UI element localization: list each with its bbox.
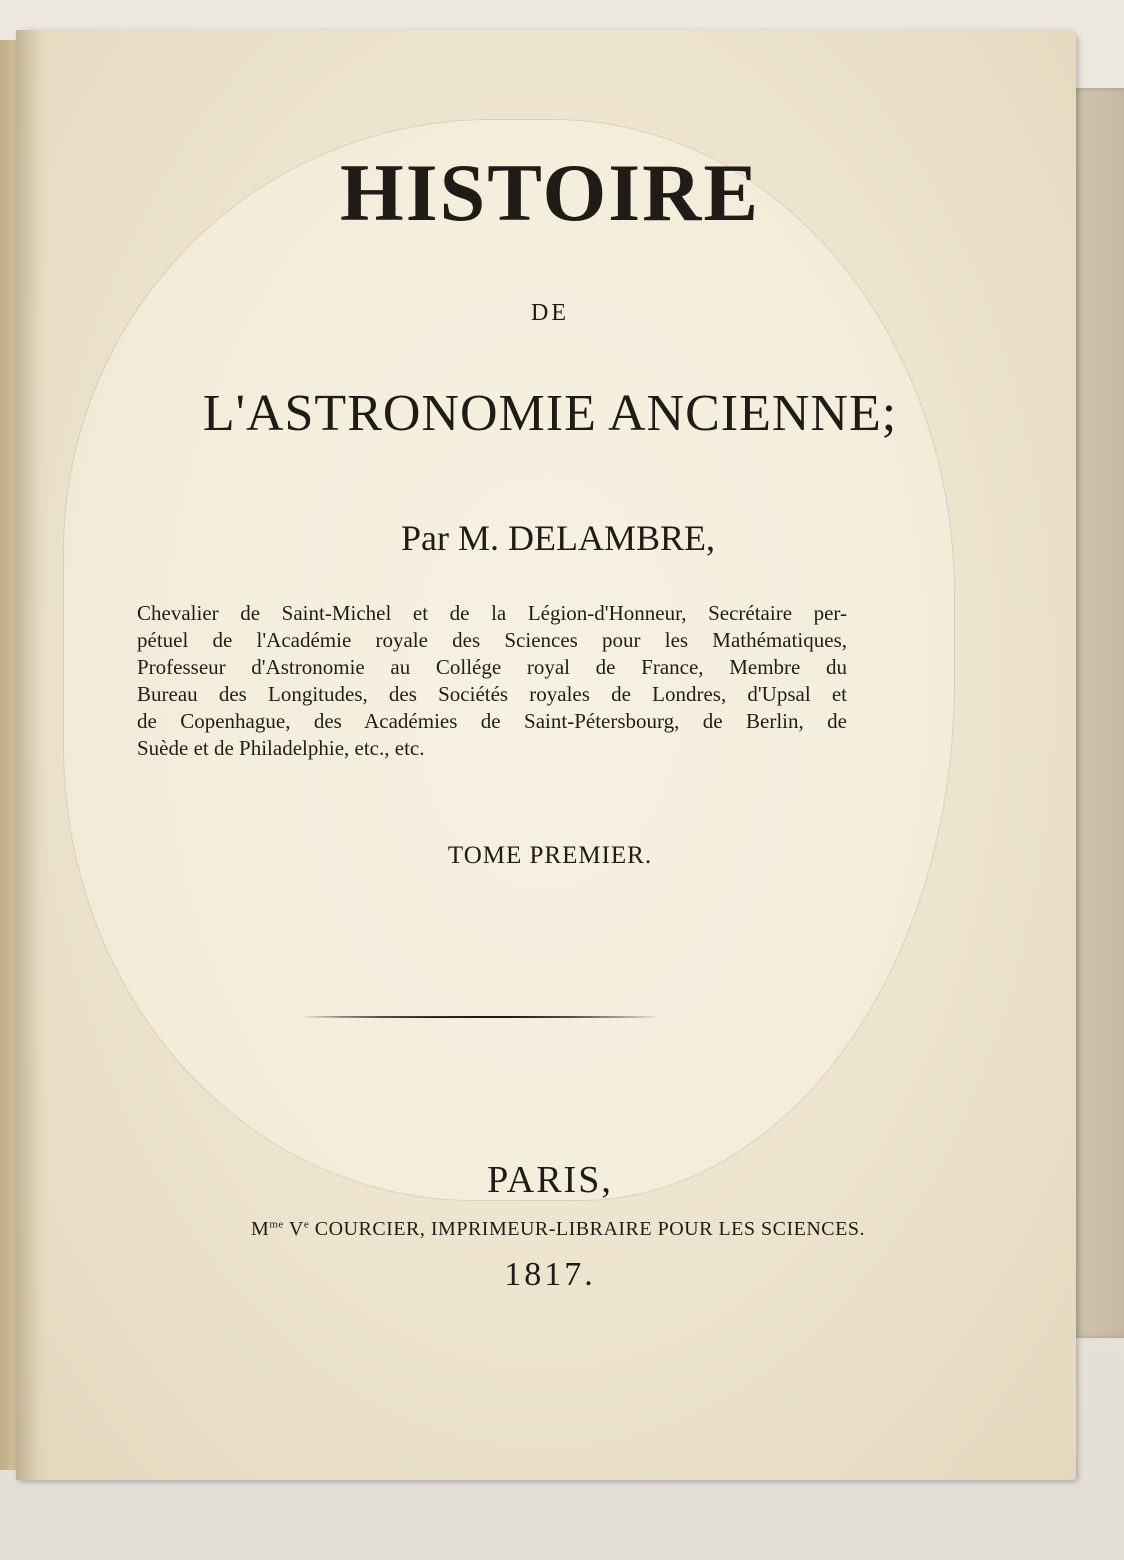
credentials-line: Chevalier de Saint-Michel et de la Légion-d'Honneur, Secrétaire per-: [137, 601, 847, 625]
imprint-publisher: [100, 1218, 988, 1241]
book-title: HISTOIRE: [339, 147, 761, 238]
credentials-line: Bureau des Longitudes, des Sociétés royales de Londres, d'Upsal et: [137, 682, 847, 706]
imprint-city: PARIS,: [487, 1159, 613, 1201]
credentials-line: pétuel de l'Académie royale des Sciences pour les Mathématiques,: [137, 628, 847, 652]
title-connector: DE: [531, 300, 569, 326]
credentials-line: de Copenhague, des Académies de Saint-Pétersbourg, de Berlin, de: [137, 709, 847, 733]
credentials-line: Suède et de Philadelphie, etc., etc.: [137, 736, 425, 760]
volume-label: TOME PREMIER.: [447, 842, 653, 869]
decorative-rule: [300, 1015, 660, 1019]
publisher-prefix: M: [251, 1218, 270, 1240]
book-subtitle: L'ASTRONOMIE ANCIENNE;: [202, 385, 898, 442]
publisher-name: COURCIER, IMPRIMEUR-LIBRAIRE POUR LES SCIENCES.: [314, 1218, 865, 1240]
gutter-shadow: [16, 30, 50, 1480]
publisher-v-sup: e: [303, 1218, 310, 1231]
author-credentials: [137, 600, 847, 762]
publisher-v: V: [288, 1218, 304, 1240]
publisher-prefix-sup: me: [269, 1218, 284, 1231]
imprint-year: 1817.: [504, 1256, 596, 1293]
credentials-line: Professeur d'Astronomie au Collége royal de France, Membre du: [137, 655, 847, 679]
author-line: Par M. DELAMBRE,: [401, 518, 715, 558]
